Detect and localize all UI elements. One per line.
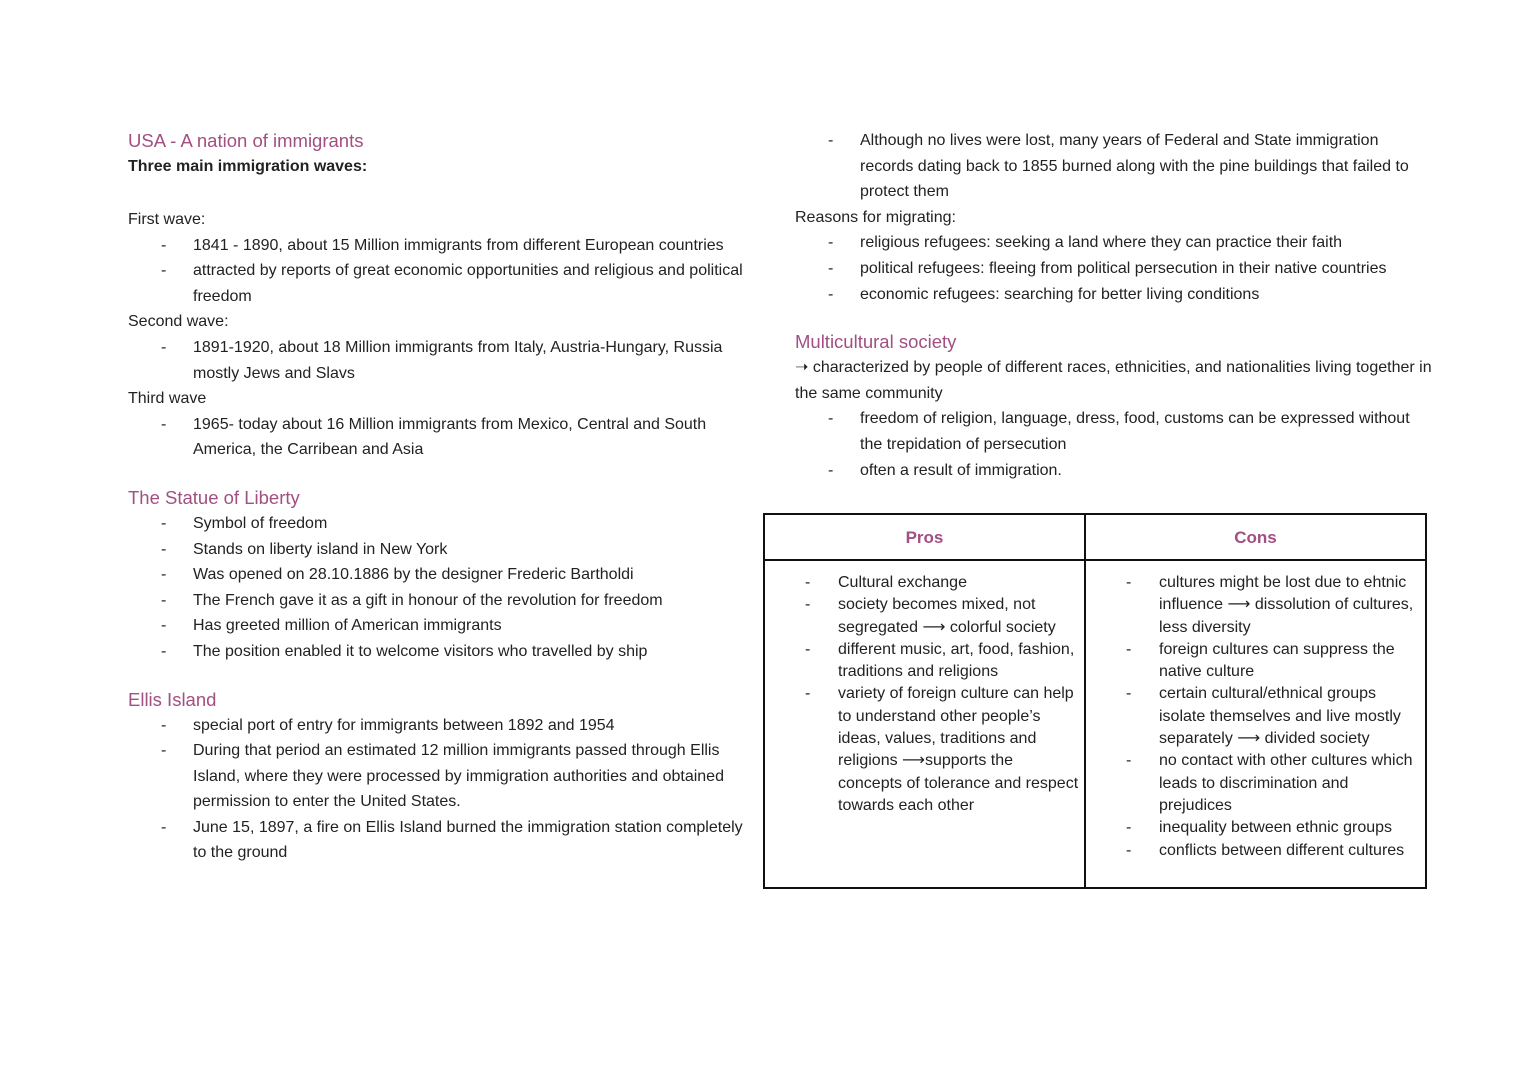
header-divider	[765, 559, 1425, 561]
list-item: - society becomes mixed, not segregated ⟶ colorful society	[765, 594, 1080, 639]
list-item: - often a result of immigration.	[795, 458, 1435, 484]
list-item: - certain cultural/ethnical groups isolate themselves and live mostly separately ⟶ divided society	[1086, 683, 1423, 750]
list-item: - political refugees: fleeing from political persecution in their native countries	[795, 256, 1435, 282]
multicultural-definition: ➝ characterized by people of different races, ethnicities, and nationalities living together in the same community	[795, 359, 1432, 402]
list-item: - Stands on liberty island in New York	[128, 537, 748, 563]
list-item: - different music, art, food, fashion, traditions and religions	[765, 639, 1080, 684]
ellis-title: Ellis Island	[128, 688, 217, 710]
list-item: - conflicts between different cultures	[1086, 840, 1423, 862]
ellis-list	[128, 713, 748, 867]
wave-list	[128, 335, 748, 386]
cons-list	[1086, 572, 1423, 862]
pros-cell	[765, 572, 1080, 817]
pros-header: Pros	[905, 528, 944, 547]
list-item: - Cultural exchange	[765, 572, 1080, 594]
list-item: - cultures might be lost due to ehtnic influence ⟶ dissolution of cultures, less diversity	[1086, 572, 1423, 639]
fire-list	[795, 128, 1435, 205]
list-item: - The French gave it as a gift in honour of the revolution for freedom	[128, 588, 748, 614]
statue-list	[128, 511, 748, 665]
list-item: - Symbol of freedom	[128, 511, 748, 537]
list-item: - 1841 - 1890, about 15 Million immigrants from different European countries	[128, 233, 748, 259]
list-item: - 1891-1920, about 18 Million immigrants from Italy, Austria-Hungary, Russia mostly Jews and Slavs	[128, 335, 748, 386]
left-column	[128, 128, 748, 866]
list-item: - The position enabled it to welcome visitors who travelled by ship	[128, 639, 748, 665]
cons-header: Cons	[1234, 528, 1277, 547]
reasons-list	[795, 230, 1435, 307]
wave-label: Second wave:	[128, 313, 229, 331]
list-item: - foreign cultures can suppress the native culture	[1086, 639, 1423, 684]
list-item: - Although no lives were lost, many years of Federal and State immigration records dating back to 1855 burned along with the pine buildings that failed to protect them	[795, 128, 1435, 205]
list-item: - 1965- today about 16 Million immigrants from Mexico, Central and South America, the Carribean and Asia	[128, 412, 748, 463]
waves-subtitle: Three main immigration waves:	[128, 158, 368, 175]
reasons-label: Reasons for migrating:	[795, 208, 956, 226]
right-column	[795, 128, 1435, 483]
list-item: - During that period an estimated 12 million immigrants passed through Ellis Island, where they were processed by immigration authorities and obtained permission to enter the United States.	[128, 738, 748, 815]
wave-label: Third wave	[128, 390, 207, 408]
multicultural-title: Multicultural society	[795, 331, 957, 353]
list-item: - no contact with other cultures which leads to discrimination and prejudices	[1086, 750, 1423, 817]
pros-list	[765, 572, 1080, 817]
list-item: - variety of foreign culture can help to understand other people’s ideas, values, traditions and religions ⟶supports the concepts of tolerance and respect towards each other	[765, 683, 1080, 817]
cons-cell	[1086, 572, 1423, 862]
pros-cons-table	[763, 513, 1427, 889]
multicultural-list	[795, 406, 1435, 483]
list-item: - inequality between ethnic groups	[1086, 817, 1423, 839]
page-title: USA - A nation of immigrants	[128, 130, 364, 151]
list-item: - freedom of religion, language, dress, food, customs can be expressed without the trepidation of persecution	[795, 406, 1435, 457]
wave-list	[128, 412, 748, 463]
list-item: - economic refugees: searching for better living conditions	[795, 282, 1435, 308]
list-item: - Was opened on 28.10.1886 by the designer Frederic Bartholdi	[128, 562, 748, 588]
list-item: - religious refugees: seeking a land where they can practice their faith	[795, 230, 1435, 256]
wave-list	[128, 233, 748, 310]
wave-label: First wave:	[128, 211, 206, 228]
list-item: - June 15, 1897, a fire on Ellis Island burned the immigration station completely to the ground	[128, 815, 748, 866]
statue-title: The Statue of Liberty	[128, 486, 300, 508]
list-item: - attracted by reports of great economic opportunities and religious and political freedom	[128, 258, 748, 309]
list-item: - special port of entry for immigrants between 1892 and 1954	[128, 713, 748, 739]
list-item: - Has greeted million of American immigrants	[128, 613, 748, 639]
